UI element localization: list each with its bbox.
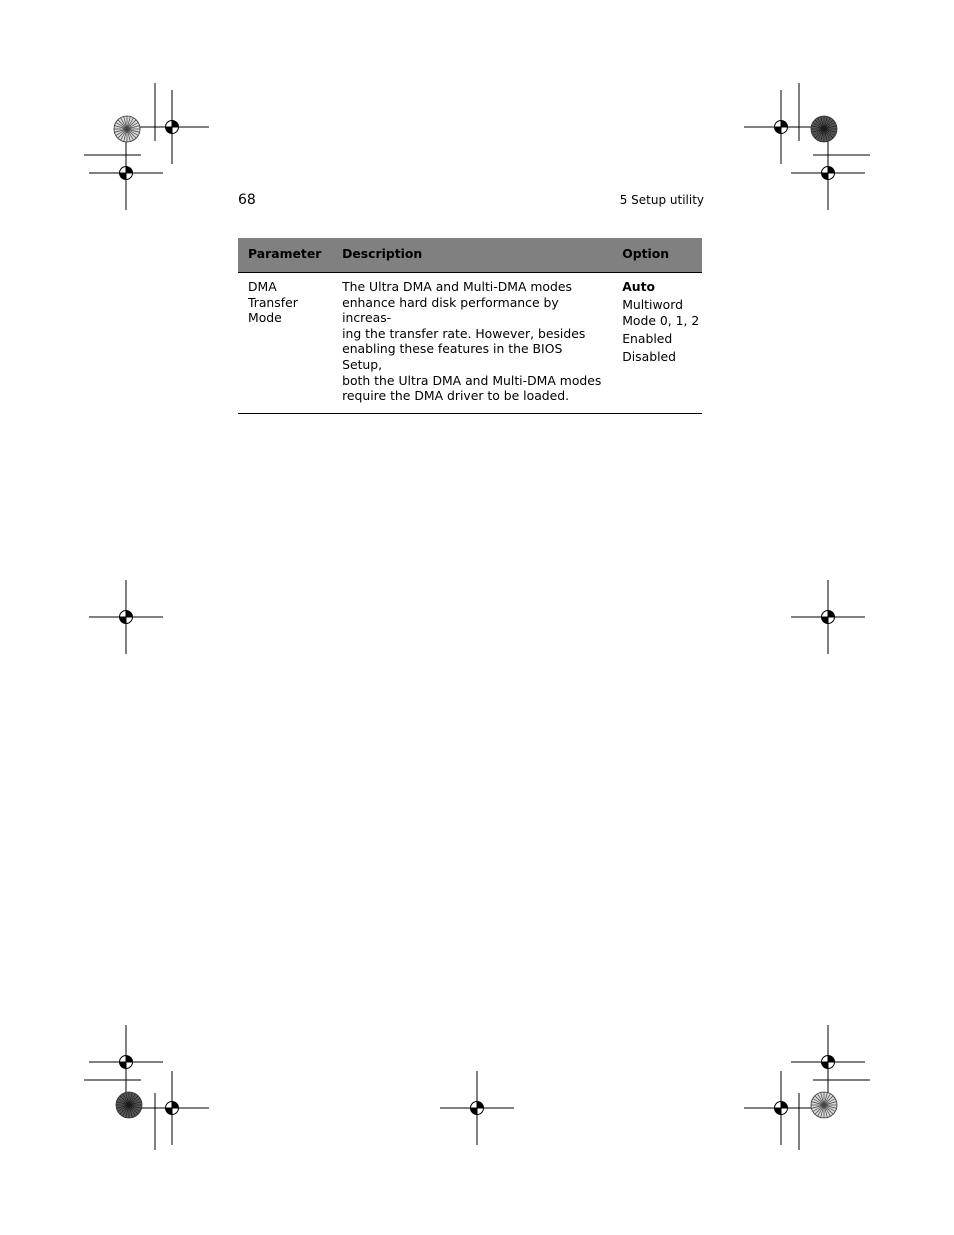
running-head: 5 Setup utility [619, 193, 704, 207]
registration-mark [135, 90, 209, 164]
registration-mark [791, 1025, 865, 1099]
registration-mark [135, 1071, 209, 1145]
description-line: The Ultra DMA and Multi-DMA modes [342, 279, 572, 294]
registration-mark [89, 580, 163, 654]
option-item: Multiword Mode 0, 1, 2 [622, 297, 700, 328]
registration-mark [791, 580, 865, 654]
registration-mark [89, 136, 163, 210]
parameter-line: Transfer [248, 294, 298, 310]
column-header-option: Option [612, 238, 702, 273]
registration-mark [791, 136, 865, 210]
registration-mark [440, 1071, 514, 1145]
parameter-line: Mode [248, 310, 282, 326]
description-line: require the DMA driver to be loaded. [342, 388, 570, 404]
parameter-line: DMA [248, 279, 277, 294]
description-line: enhance hard disk performance by increas- [342, 294, 559, 326]
option-item: Enabled [622, 330, 673, 346]
option-item: Disabled [622, 348, 677, 364]
column-header-parameter: Parameter [238, 238, 332, 273]
description-line: enabling these features in the BIOS Setup, [342, 341, 563, 372]
registration-mark [89, 1025, 163, 1099]
registration-mark [744, 1071, 818, 1145]
page-number: 68 [238, 192, 256, 208]
option-default: Auto [622, 279, 656, 294]
column-header-description: Description [332, 238, 612, 273]
registration-mark [744, 90, 818, 164]
description-line: both the Ultra DMA and Multi-DMA modes [342, 372, 602, 388]
description-line: ing the transfer rate. However, besides [342, 325, 586, 341]
